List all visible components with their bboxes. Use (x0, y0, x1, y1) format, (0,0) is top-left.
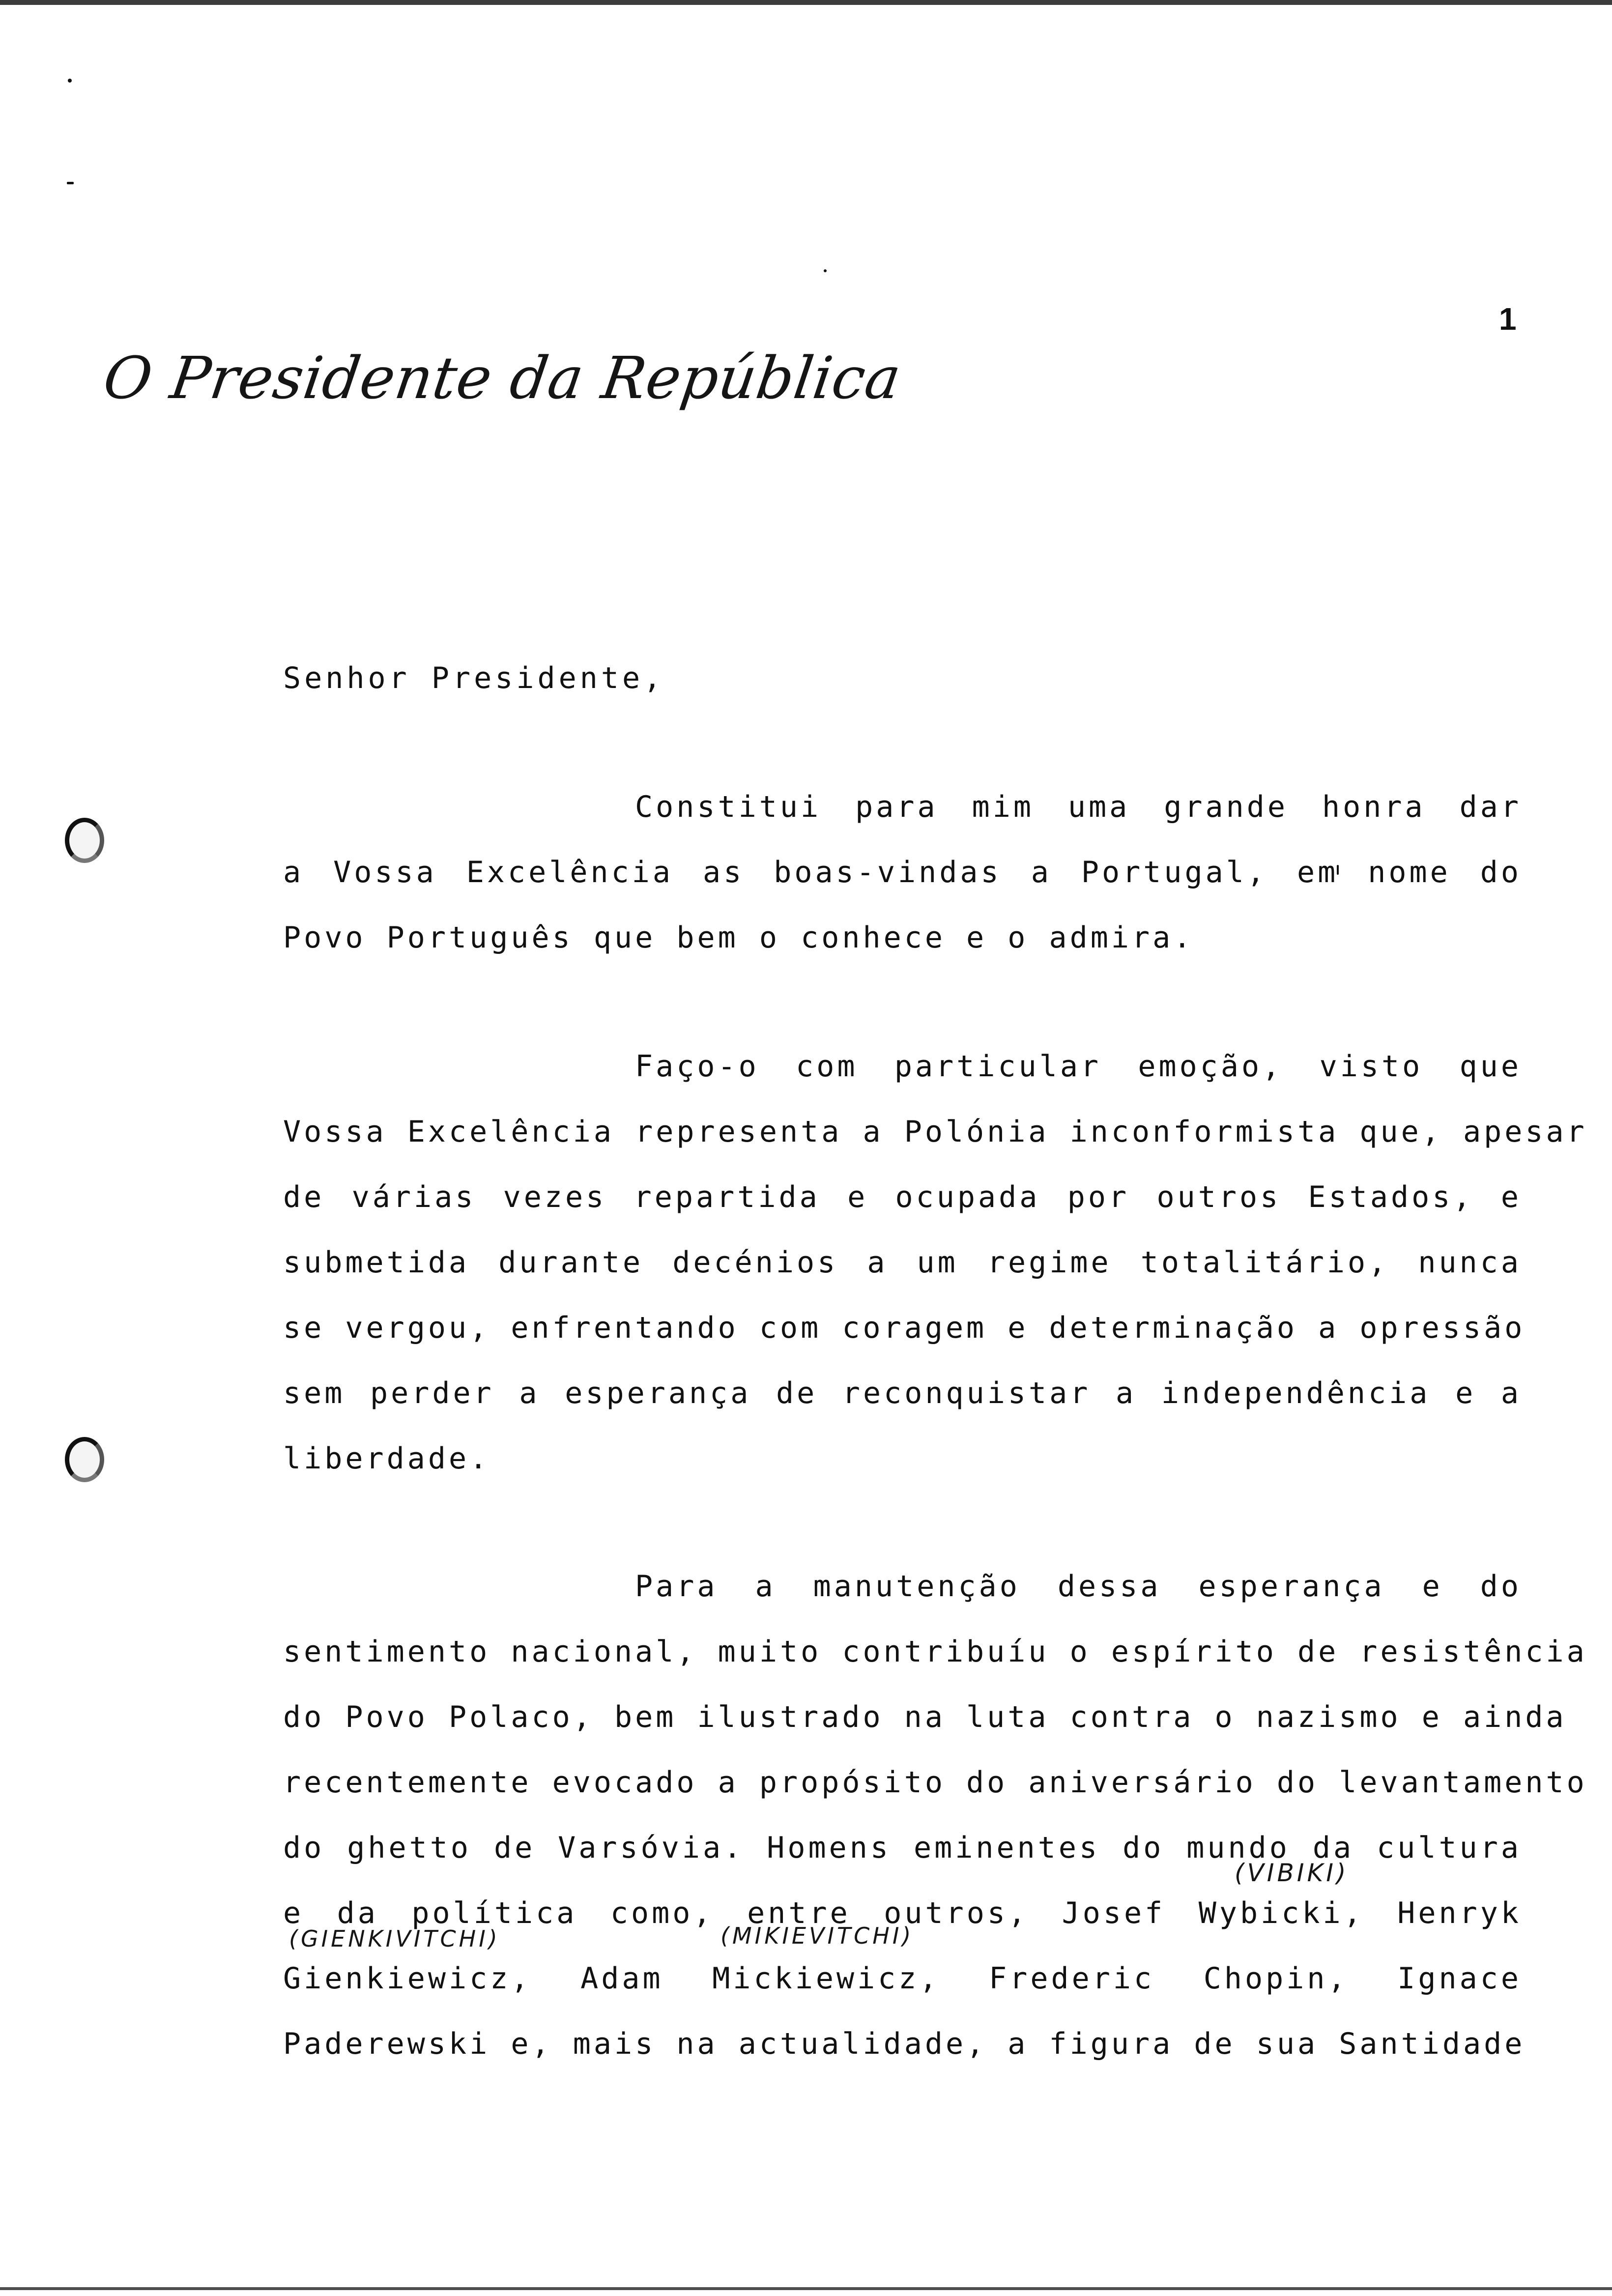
text-line: sentimento nacional, muito contribuíu o espírito de resistência (283, 1635, 1587, 1669)
text-line: Gienkiewicz, Adam Mickiewicz, Frederic Chopin, Ignace (283, 1961, 1522, 1996)
text-line: Vossa Excelência representa a Polónia inconformista que, apesar (283, 1115, 1587, 1149)
scan-top-edge (0, 0, 1612, 5)
scan-bottom-edge (0, 2287, 1612, 2290)
text-line: Constitui para mim uma grande honra dar (635, 790, 1522, 824)
text-line: submetida durante decénios a um regime totalitário, nunca (283, 1245, 1522, 1280)
text-line: Para a manutenção dessa esperança e do (635, 1569, 1522, 1604)
text-line: do ghetto de Varsóvia. Homens eminentes do mundo da cultura (283, 1831, 1522, 1865)
punch-hole (65, 818, 104, 863)
scan-speck (68, 79, 72, 83)
text-line: sem perder a esperança de reconquistar a independência e a (283, 1376, 1522, 1410)
handwritten-note: (MIKIEVITCHI) (720, 1923, 914, 1949)
text-line: do Povo Polaco, bem ilustrado na luta contra o nazismo e ainda (283, 1700, 1567, 1734)
handwritten-note: (GIENKIVITCHI) (289, 1925, 500, 1952)
salutation: Senhor Presidente, (283, 661, 665, 695)
handwritten-note: (VIBIKI) (1235, 1859, 1349, 1887)
text-line: Povo Português que bem o conhece e o admira. (283, 920, 1194, 955)
page-number: 1 (1499, 301, 1517, 337)
punch-hole (65, 1437, 104, 1482)
text-line: Paderewski e, mais na actualidade, a figura de sua Santidade (283, 2027, 1526, 2061)
text-line: se vergou, enfrentando com coragem e determinação a opressão (283, 1311, 1526, 1345)
text-line: Faço-o com particular emoção, visto que (635, 1049, 1522, 1084)
text-line: e da política como, entre outros, Josef Wybicki, Henryk (283, 1896, 1522, 1930)
paragraph-1 (283, 787, 1522, 983)
text-line: liberdade. (283, 1441, 490, 1476)
scan-speck (67, 182, 74, 184)
paragraph-2 (283, 1047, 1587, 1504)
paragraph-3 (283, 1567, 1587, 2090)
text-line: a Vossa Excelência as boas-vindas a Portugal, em nome do (283, 855, 1522, 890)
scan-speck (824, 269, 827, 272)
text-line: recentemente evocado a propósito do aniversário do levantamento (283, 1765, 1587, 1800)
letterhead: O Presidente da República (99, 344, 906, 412)
text-line: de várias vezes repartida e ocupada por outros Estados, e (283, 1180, 1522, 1214)
